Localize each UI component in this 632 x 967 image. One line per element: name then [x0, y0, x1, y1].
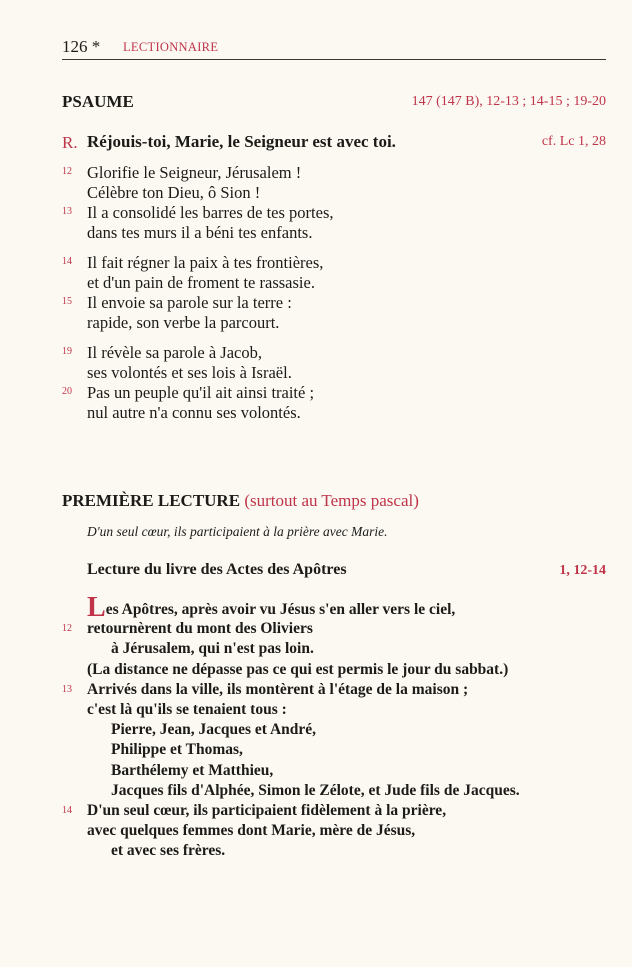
- page-header: [62, 37, 606, 60]
- reading-line-text: Barthélemy et Matthieu,: [111, 761, 274, 779]
- reading-title-note: (surtout au Temps pascal): [244, 491, 419, 510]
- reading-line: [111, 640, 314, 658]
- reading-line-text: à Jérusalem, qui n'est pas loin.: [111, 640, 314, 658]
- running-title: LECTIONNAIRE: [123, 40, 219, 54]
- reading-subtitle: D'un seul cœur, ils participaient à la prière avec Marie.: [87, 524, 388, 539]
- reading-line-text: D'un seul cœur, ils participaient fidèlement à la prière,: [87, 802, 447, 819]
- psalm-line: Il a consolidé les barres de tes portes,: [87, 203, 334, 222]
- psalm-verse-number: 19: [62, 346, 72, 357]
- psalm-line: rapide, son verbe la parcourt.: [87, 313, 280, 332]
- psalm-refrain: Réjouis-toi, Marie, le Seigneur est avec toi.: [87, 132, 396, 151]
- psalm-line: ses volontés et ses lois à Israël.: [87, 363, 292, 382]
- psalm-verse-number: 12: [62, 166, 72, 177]
- reading-line-text: Arrivés dans la ville, ils montèrent à l'étage de la maison ;: [87, 680, 469, 698]
- psalm-line: Pas un peuple qu'il ait ainsi traité ;: [87, 383, 315, 402]
- reading-line: [87, 620, 313, 638]
- psalm-line: Célèbre ton Dieu, ô Sion !: [87, 183, 261, 202]
- psalm-reference: 147 (147 B), 12-13 ; 14-15 ; 19-20: [411, 94, 606, 109]
- reading-line-text: Pierre, Jean, Jacques et André,: [111, 721, 317, 739]
- reading-line-text: c'est là qu'ils se tenaient tous :: [87, 701, 287, 718]
- reading-line-text: et avec ses frères.: [111, 842, 226, 860]
- reading-heading: [62, 491, 419, 511]
- psalm-line: et d'un pain de froment te rassasie.: [87, 273, 315, 292]
- reading-line: [87, 822, 415, 840]
- reading-line-text: Philippe et Thomas,: [111, 741, 243, 759]
- psalm-verse-number: 13: [62, 206, 72, 217]
- reading-line: [87, 681, 468, 699]
- reading-line-text: retournèrent du mont des Oliviers: [87, 620, 313, 638]
- reading-verse-number: 14: [62, 805, 72, 816]
- psalm-line: dans tes murs il a béni tes enfants.: [87, 223, 313, 242]
- reading-line: [87, 661, 508, 679]
- reading-line-text: Jacques fils d'Alphée, Simon le Zélote, et Jude fils de Jacques.: [111, 781, 520, 799]
- reading-book-reference: 1, 12-14: [559, 563, 606, 578]
- psalm-line: Il fait régner la paix à tes frontières,: [87, 253, 324, 272]
- psalm-verse-number: 20: [62, 386, 72, 397]
- reading-verse-number: 13: [62, 683, 72, 695]
- psalm-line: Il révèle sa parole à Jacob,: [87, 343, 262, 362]
- reading-title: PREMIÈRE LECTURE: [62, 491, 241, 510]
- reading-line-text: avec quelques femmes dont Marie, mère de Jésus,: [87, 822, 416, 840]
- page-number: 126 *: [62, 37, 101, 56]
- psalm-line: Il envoie sa parole sur la terre :: [87, 293, 292, 312]
- psalm-verse-number: 14: [62, 256, 72, 267]
- reading-line: [111, 762, 273, 780]
- refrain-symbol: R.: [62, 133, 78, 152]
- refrain-reference: cf. Lc 1, 28: [541, 134, 606, 149]
- reading-verse-number: 12: [62, 623, 72, 635]
- reading-line: [111, 782, 520, 800]
- drop-cap: L: [87, 592, 106, 623]
- psalm-title: PSAUME: [62, 92, 134, 111]
- reading-line-text: (La distance ne dépasse pas ce qui est permis le jour du sabbat.): [87, 660, 509, 678]
- psalm-line: nul autre n'a connu ses volontés.: [87, 403, 301, 422]
- psalm-line: Glorifie le Seigneur, Jérusalem !: [87, 163, 302, 182]
- reading-line: [111, 741, 243, 759]
- reading-line-text: es Apôtres, après avoir vu Jésus s'en aller vers le ciel,: [105, 601, 456, 618]
- reading-line: [111, 721, 316, 739]
- reading-line: [87, 594, 455, 622]
- reading-line: [87, 802, 446, 820]
- reading-book: Lecture du livre des Actes des Apôtres: [87, 561, 347, 578]
- psalm-verse-number: 15: [62, 296, 72, 307]
- reading-line: [87, 701, 287, 719]
- reading-line: [111, 842, 225, 860]
